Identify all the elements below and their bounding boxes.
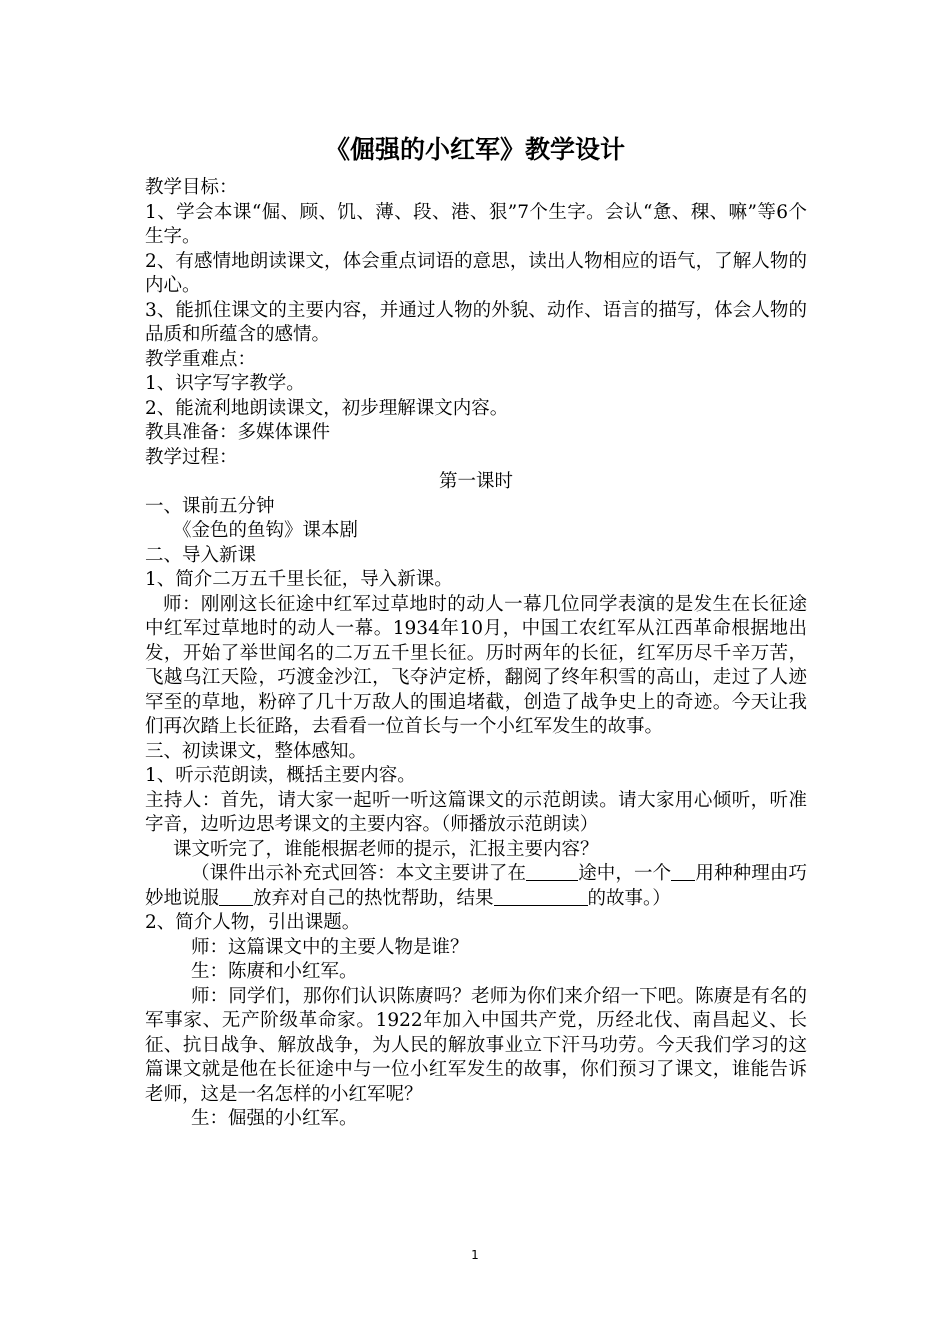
blank-line (526, 862, 578, 881)
objective-1: 1、学会本课“倔、顾、饥、薄、段、港、狠”7个生字。会认“惫、稞、嘛”等6个生字。 (145, 201, 807, 247)
summary-question: 课文听完了，谁能根据老师的提示，汇报主要内容？ (173, 838, 599, 860)
fill-in-blank-paragraph: （课件出示补充式回答：本文主要讲了在 途中，一个 用种种理由巧妙地说服 放弃对自己的热忱帮助，结果 的故事。） (145, 863, 807, 909)
document-body (145, 176, 807, 1132)
blank-line (219, 887, 253, 906)
section-1-content: 《金色的鱼钩》课本剧 (173, 520, 359, 541)
teacher-question: 师：这篇课文中的主要人物是谁？ (191, 936, 469, 958)
objective-3: 3、能抓住课文的主要内容，并通过人物的外貌、动作、语言的描写，体会人物的品质和所蕴含的感情。 (145, 299, 807, 345)
teaching-aids: 教具准备：多媒体课件 (145, 422, 331, 443)
section-3-step-1: 1、听示范朗读，概括主要内容。 (145, 765, 416, 786)
student-answer-2: 生：倔强的小红军。 (191, 1108, 358, 1129)
heading-objectives: 教学目标： (145, 177, 238, 198)
host-paragraph: 主持人：首先，请大家一起听一听这篇课文的示范朗读。请大家用心倾听，听准字音，边听边思考课文的主要内容。（师播放示范朗读） (145, 789, 807, 835)
blank-line (494, 887, 588, 906)
key-point-2: 2、能流利地朗读课文，初步理解课文内容。 (145, 397, 509, 419)
heading-key-points: 教学重难点： (145, 348, 257, 370)
blank-line (671, 862, 695, 881)
objective-2: 2、有感情地朗读课文，体会重点词语的意思，读出人物相应的语气，了解人物的内心。 (145, 250, 807, 296)
key-point-1: 1、识字写字教学。 (145, 373, 305, 394)
lesson-heading: 第一课时 (438, 471, 513, 492)
page-number: 1 (471, 1248, 479, 1262)
teacher-intro-paragraph: 师：刚刚这长征途中红军过草地时的动人一幕几位同学表演的是发生在长征途中红军过草地时的动人一幕。1934年10月，中国工农红军从江西革命根据地出发，开始了举世闻名的二万五千里长征。历时两年的长征，红军历尽千辛万苦，飞越乌江天险，巧渡金沙江，飞夺泸定桥，翻阅了终年积雪的高山，走过了人迹罕至的草地，粉碎了几十万敌人的围追堵截，创造了战争史上的奇迹。今天让我们再次踏上长征路，去看看一位首长与一个小红军发生的故事。 (145, 593, 807, 737)
section-1: 一、课前五分钟 (145, 495, 275, 517)
section-2-step-1: 1、简介二万五千里长征，导入新课。 (145, 569, 453, 590)
section-3-step-2: 2、简介人物，引出课题。 (145, 912, 361, 933)
heading-process: 教学过程： (145, 446, 238, 468)
section-3: 三、初读课文，整体感知。 (145, 740, 368, 762)
section-2: 二、导入新课 (145, 544, 257, 566)
student-answer-1: 生：陈赓和小红军。 (191, 961, 358, 982)
document-title: 《倔强的小红军》教学设计 (324, 135, 625, 164)
teacher-chen-geng-paragraph: 师：同学们，那你们认识陈赓吗？老师为你们来介绍一下吧。陈赓是有名的军事家、无产阶级革命家。1922年加入中国共产党，历经北伐、南昌起义、长征、抗日战争、解放战争，为人民的解放事业立下汗马功劳。今天我们学习的这篇课文就是他在长征途中与一位小红军发生的故事，你们预习了课文，谁能告诉老师，这是一名怎样的小红军呢？ (145, 985, 807, 1105)
